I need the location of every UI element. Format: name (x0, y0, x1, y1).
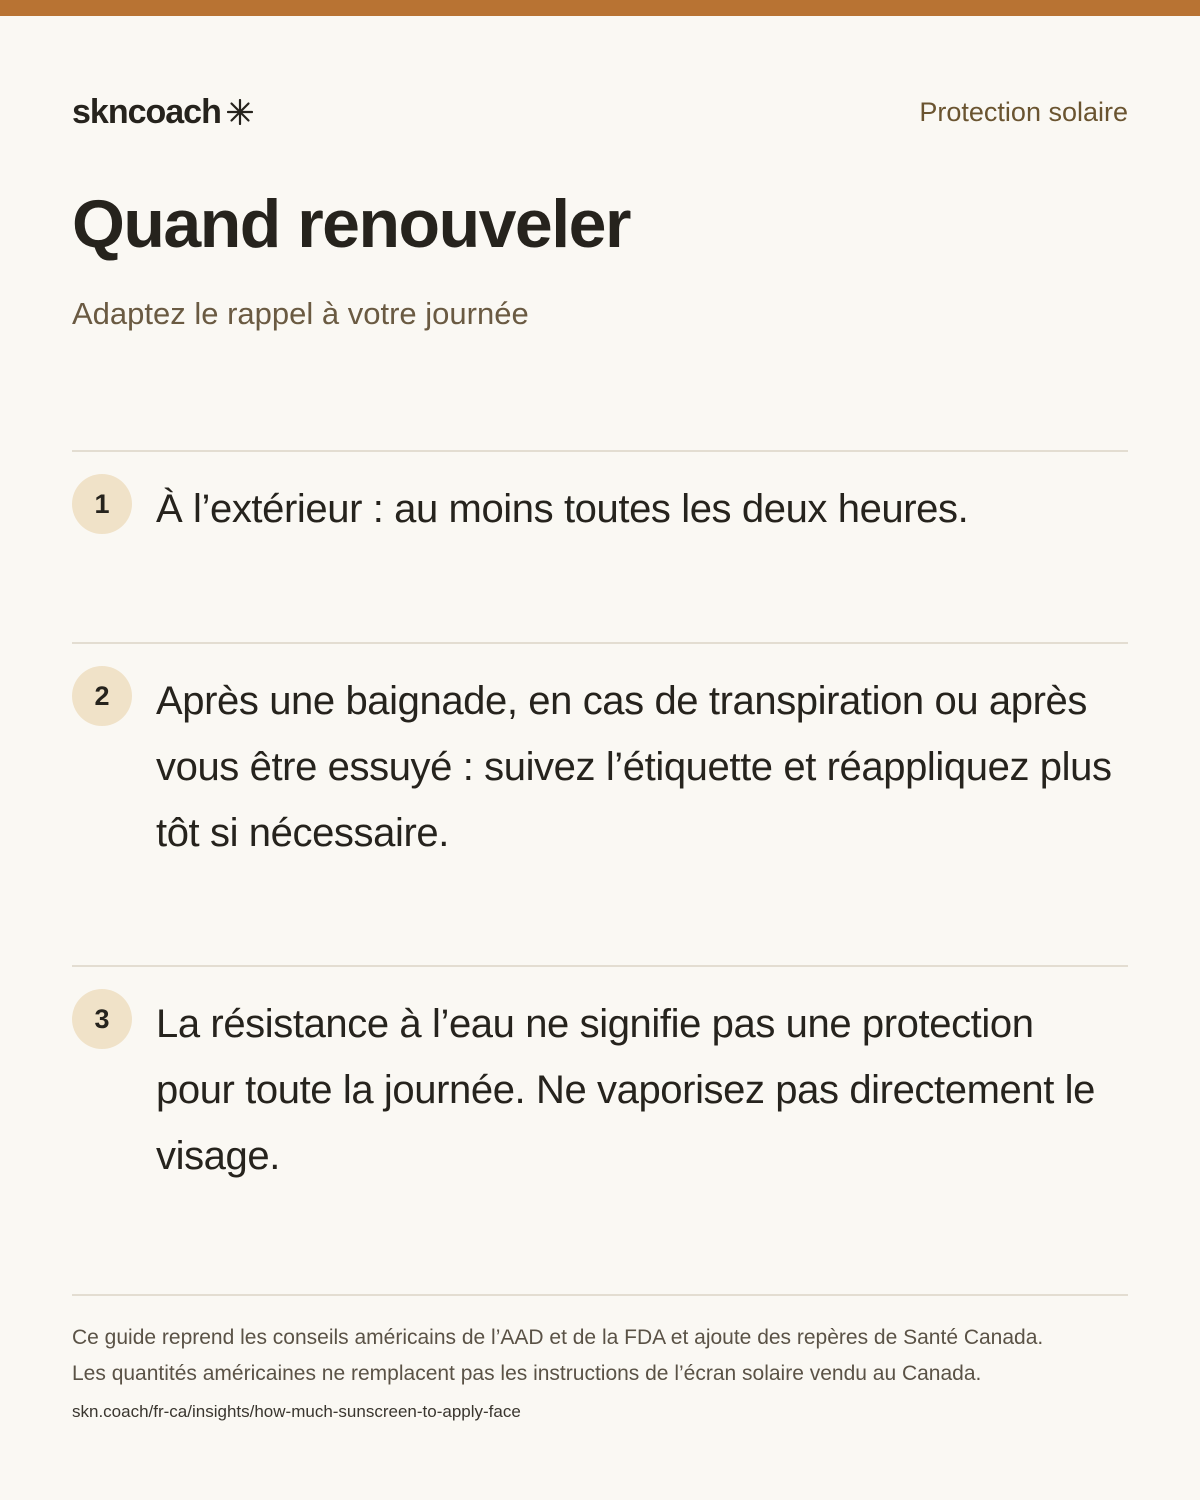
footer-note-line: Ce guide reprend les conseils américains de l’AAD et de la FDA et ajoute des repères de Santé Canada. (72, 1326, 1044, 1349)
category-label: Protection solaire (919, 96, 1128, 127)
step-item (72, 642, 1128, 965)
footer-note-line: Les quantités américaines ne remplacent pas les instructions de l’écran solaire vendu au Canada. (72, 1362, 982, 1385)
source-url: skn.coach/fr-ca/insights/how-much-sunscreen-to-apply-face (72, 1402, 521, 1421)
page-title: Quand renouveler (72, 186, 630, 262)
brand-name: skncoach (72, 92, 221, 131)
page-container (72, 16, 1128, 1421)
step-text: Après une baignade, en cas de transpiration ou après vous être essuyé : suivez l’étiquette et réappliquez plus tôt si nécessaire. (156, 679, 1112, 855)
step-item (72, 450, 1128, 642)
steps-list (72, 450, 1128, 1296)
asterisk-icon (227, 99, 253, 125)
step-number-badge: 3 (72, 989, 132, 1049)
brand-logo (72, 93, 253, 132)
page-subtitle: Adaptez le rappel à votre journée (72, 296, 529, 331)
step-number-badge: 2 (72, 666, 132, 726)
footer-note (72, 1320, 1128, 1392)
step-number-badge: 1 (72, 474, 132, 534)
footer (72, 1294, 1128, 1422)
step-text: La résistance à l’eau ne signifie pas une protection pour toute la journée. Ne vaporisez pas directement le visage. (156, 1002, 1095, 1178)
step-text: À l’extérieur : au moins toutes les deux heures. (156, 487, 969, 531)
header (72, 92, 1128, 132)
step-item (72, 965, 1128, 1296)
top-accent-bar (0, 0, 1200, 16)
